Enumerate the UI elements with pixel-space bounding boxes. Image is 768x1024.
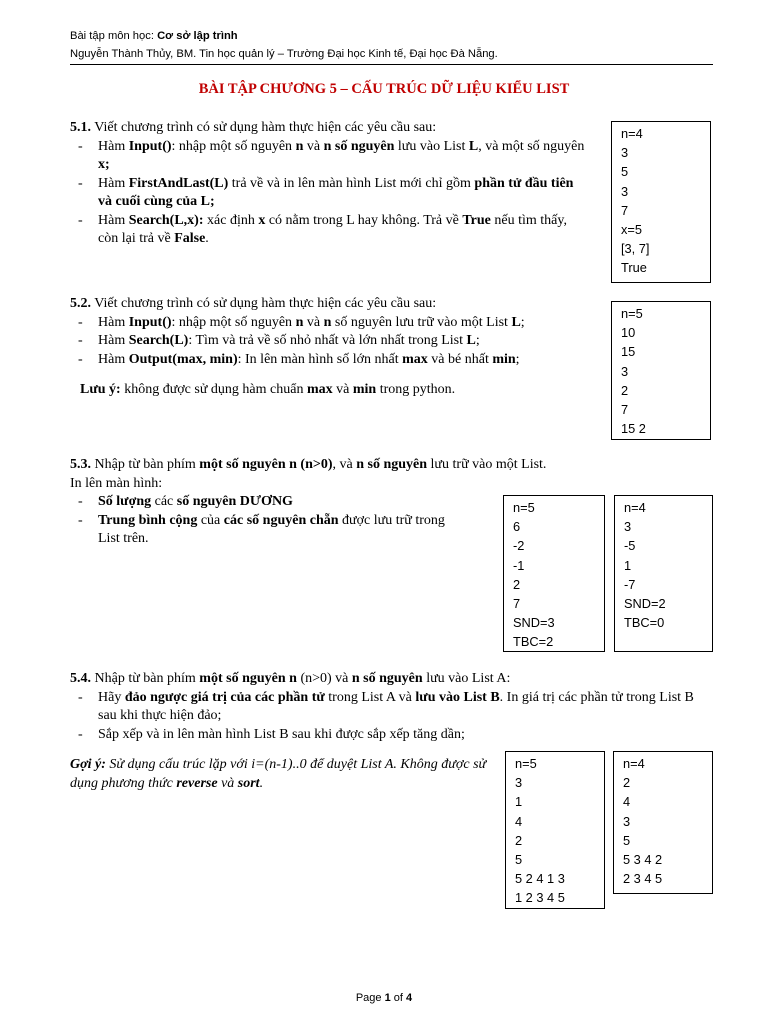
example-box-5-3-b (614, 495, 713, 652)
example-box-5-4-a (505, 751, 605, 909)
text-run: và (217, 775, 238, 791)
io-line: 6 (513, 519, 521, 535)
io-line: -7 (624, 576, 636, 592)
exercise-number: 5.3. (70, 457, 91, 472)
text-run: Input() (128, 314, 172, 330)
text-run: n số nguyên (356, 457, 428, 472)
text-run: Hàm (98, 138, 129, 154)
text-run: max (306, 382, 333, 397)
text-run: Số lượng (98, 494, 152, 509)
io-line: 2 (621, 382, 629, 398)
text-run: of (390, 992, 407, 1004)
text-run: Sử dụng cấu trúc lặp với i=(n-1)..0 để duyệt List A. Không được sử dụng phương thức (70, 757, 487, 791)
text-run: Search(L) (128, 333, 189, 348)
text-run: reverse (176, 775, 218, 791)
io-line: 7 (621, 402, 629, 418)
text-run: : In lên màn hình số lớn nhất (237, 351, 403, 367)
text-run: số nguyên DƯƠNG (176, 494, 293, 509)
page-count: 4 (406, 992, 413, 1004)
text-run: Hàm (98, 212, 129, 228)
text-run: đảo ngược giá trị của các phần tử (124, 689, 325, 705)
list-item (70, 351, 590, 370)
io-line: 7 (621, 202, 629, 218)
text-run: (n>0) và (296, 671, 352, 686)
text-run: Search(L,x): (128, 212, 204, 228)
text-run: và (303, 138, 324, 154)
text-run: sort (237, 775, 260, 791)
author-line: Nguyễn Thành Thủy, BM. Tin học quản lý – Trường Đại học Kinh tế, Đại học Đà Nẵng. (70, 48, 498, 60)
list-item (70, 512, 470, 549)
text-run: False (174, 231, 206, 246)
io-line: TBC=0 (624, 615, 665, 631)
exercise-5-1 (70, 119, 590, 249)
text-run: , và một số nguyên (478, 138, 585, 154)
text-run: Hàm (98, 175, 129, 191)
io-line: -5 (624, 538, 636, 554)
exercise-intro (70, 670, 715, 689)
text-run: , và (332, 457, 357, 472)
hint (70, 756, 495, 793)
list-item (70, 175, 590, 212)
text-run: và bé nhất (427, 351, 493, 367)
course-prefix: Bài tập môn học: (70, 30, 158, 42)
requirement-list (70, 138, 590, 249)
text-run: nếu tìm thấy, còn lại trả về (98, 212, 567, 246)
text-run: L (511, 314, 521, 330)
io-line: 2 3 4 5 (623, 871, 663, 887)
io-line: 2 (513, 576, 521, 592)
text-run: không được sử dụng hàm chuẩn (120, 382, 307, 397)
text-run: lưu vào List (394, 138, 469, 154)
io-line: TBC=2 (513, 634, 554, 650)
text-run: lưu trữ vào một List. (427, 457, 547, 472)
text-run: Lưu ý: (80, 382, 121, 397)
text-run: n (295, 314, 304, 330)
example-box-5-4-b (613, 751, 713, 894)
text-run: L (468, 138, 479, 154)
list-item: - Sắp xếp và in lên màn hình List B sau khi được sắp xếp tăng dần; (70, 726, 715, 745)
io-line: 5 (621, 164, 629, 180)
io-line: 1 (515, 794, 523, 810)
text-run: số nguyên lưu trữ vào một List (331, 314, 512, 330)
io-line: n=5 (515, 756, 537, 771)
text-run: Trung bình cộng (98, 512, 198, 528)
text-run: và (303, 314, 324, 330)
io-line: n=4 (623, 756, 645, 771)
exercise-number: 5.4. (70, 671, 91, 686)
requirement-list (70, 314, 590, 370)
exercise-intro-text: Viết chương trình có sử dụng hàm thực hiện các yêu cầu sau: (91, 120, 437, 135)
exercise-5-2 (70, 295, 590, 400)
io-line: 3 (624, 519, 632, 535)
text-run: trong python. (376, 382, 456, 397)
text-run: Output(max, min) (128, 351, 238, 367)
course-line (70, 27, 713, 45)
list-item (70, 689, 715, 726)
io-line: 5 (515, 852, 523, 868)
page-number: 1 (384, 992, 391, 1004)
io-line: 5 3 4 2 (623, 852, 663, 868)
text-run: . In giá trị các phần tử trong List B sau khi thực hiện đảo; (98, 689, 694, 723)
io-line: 7 (513, 596, 521, 612)
text-run: : Tìm và trả về số nhỏ nhất và lớn nhất trong List (188, 333, 467, 348)
exercise-intro (70, 295, 590, 314)
text-run: n số nguyên (323, 138, 395, 154)
io-line: -2 (513, 538, 525, 554)
text-run: ; (520, 314, 525, 330)
exercise-intro-text: Viết chương trình có sử dụng hàm thực hiện các yêu cầu sau: (91, 296, 437, 311)
io-line: 2 (515, 832, 523, 848)
text-run: : nhập một số nguyên (171, 314, 296, 330)
course-name: Cơ sở lập trình (157, 30, 238, 42)
io-line: 3 (621, 363, 629, 379)
page-header (70, 27, 713, 63)
text-run: . (259, 775, 264, 791)
io-line: 3 (515, 775, 523, 791)
io-line: -1 (513, 557, 525, 573)
text-run: Hàm (98, 333, 129, 348)
header-divider (70, 64, 713, 65)
io-line: 2 (623, 775, 631, 791)
text-run: các số nguyên chẵn (223, 512, 339, 528)
text-run: min (352, 382, 377, 397)
text-run: Nhập từ bàn phím (91, 671, 200, 686)
text-run: trong List A và (324, 689, 416, 705)
io-line: n=4 (621, 126, 643, 141)
text-run: ; (515, 351, 520, 367)
text-run: x (258, 212, 266, 228)
io-line: 10 (621, 325, 636, 341)
text-run: x; (98, 157, 110, 172)
exercise-intro (70, 119, 590, 138)
text-run: n (323, 314, 332, 330)
text-run: Gợi ý: (70, 757, 106, 772)
text-run: n số nguyên (351, 671, 423, 686)
io-line: 15 (621, 344, 636, 360)
text-run: phần tử đầu tiên và cuối cùng của L; (98, 175, 574, 209)
io-line: 3 (621, 183, 629, 199)
io-line: n=4 (624, 500, 646, 515)
text-run: của (197, 512, 224, 528)
example-box-5-1 (611, 121, 711, 283)
text-run: một số nguyên n (199, 671, 297, 686)
io-line: 5 (623, 832, 631, 848)
text-run: Page (355, 992, 385, 1004)
example-box-5-3-a (503, 495, 605, 652)
note (70, 381, 590, 400)
text-run: Hàm (98, 314, 129, 330)
text-run: và (332, 382, 353, 397)
text-run: ; (475, 333, 480, 348)
io-line: SND=2 (624, 596, 666, 612)
io-line: 15 2 (621, 421, 646, 437)
text-run: trả về và in lên màn hình List mới chỉ gồm (228, 175, 475, 191)
text-run: Hãy (98, 689, 125, 705)
io-line: 4 (623, 794, 631, 810)
requirement-list (70, 493, 470, 549)
io-line: 3 (623, 813, 631, 829)
list-item (70, 212, 590, 249)
io-line: n=5 (513, 500, 535, 515)
text-run: True (462, 212, 491, 228)
io-line: x=5 (621, 222, 642, 238)
io-line: 1 (624, 557, 632, 573)
text-run: n (295, 138, 304, 154)
text-run: L (466, 333, 476, 348)
io-line: n=5 (621, 306, 643, 321)
page-footer (0, 992, 768, 1004)
io-line: [3, 7] (621, 241, 650, 257)
text-run: lưu vào List B (415, 689, 500, 705)
list-item (70, 493, 470, 512)
requirement-list (70, 689, 715, 745)
text-run: có nằm trong L hay không. Trả về (265, 212, 463, 228)
io-line: 3 (621, 145, 629, 161)
list-item (70, 314, 590, 333)
text-run: được lưu trữ trong List trên. (98, 512, 445, 546)
text-run: lưu vào List A: (422, 671, 511, 686)
io-line: SND=3 (513, 615, 555, 631)
chapter-title: BÀI TẬP CHƯƠNG 5 – CẤU TRÚC DỮ LIỆU KIỂU LIST (198, 81, 570, 97)
exercise-number: 5.1. (70, 120, 91, 135)
text-run: . (205, 231, 209, 246)
text-run: các (151, 494, 177, 509)
io-line: 4 (515, 813, 523, 829)
text-run: : nhập một số nguyên (171, 138, 296, 154)
list-item (70, 138, 590, 175)
exercise-number: 5.2. (70, 296, 91, 311)
io-line: True (621, 260, 647, 276)
exercise-intro (70, 456, 590, 475)
list-item (70, 332, 590, 351)
text-run: max (402, 351, 428, 367)
text-run: Nhập từ bàn phím (91, 457, 200, 472)
text-run: min (492, 351, 516, 367)
text-run: Input() (128, 138, 172, 154)
io-line: 1 2 3 4 5 (515, 890, 565, 906)
text-run: xác định (203, 212, 259, 228)
text-run: Hàm (98, 351, 129, 367)
io-line: 5 2 4 1 3 (515, 871, 565, 887)
text-run: một số nguyên n (n>0) (199, 457, 333, 472)
text-run: FirstAndLast(L) (128, 175, 229, 191)
example-box-5-2 (611, 301, 711, 440)
exercise-subline: In lên màn hình: (70, 475, 163, 491)
